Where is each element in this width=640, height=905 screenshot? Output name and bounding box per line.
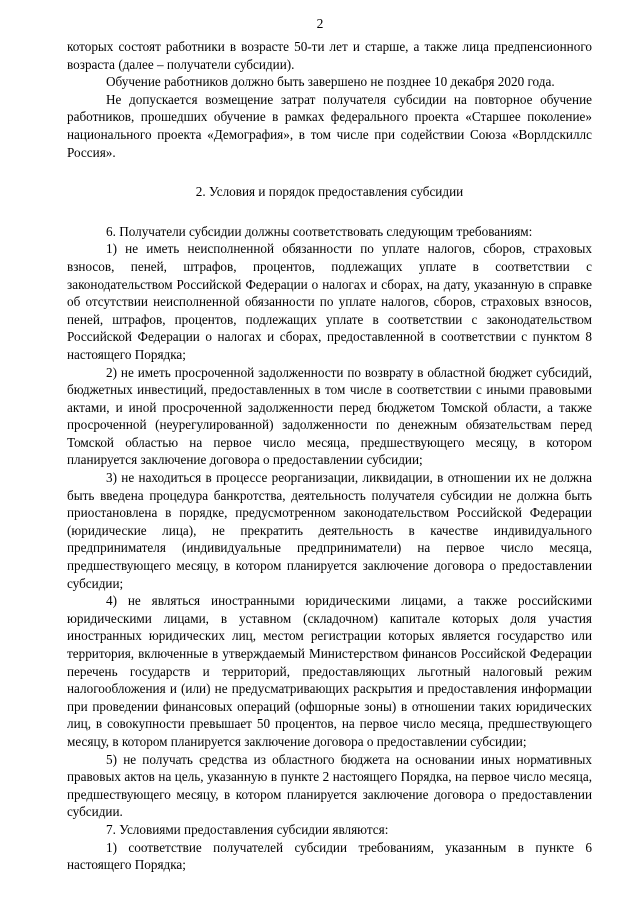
document-body — [67, 38, 592, 874]
paragraph-requirement-2: 2) не иметь просроченной задолженности по возврату в областной бюджет субсидий, бюджетных инвестиций, предоставленных в том числе в соответствии с иными правовыми актами, и иной просроченной задолженности перед бюджетом Томской области, а также просроченной (неурегулированной) задолженности по денежным обязательствам перед Томской областью на первое число месяца, предшествующего месяцу, в котором планируется заключение договора о предоставлении субсидии; — [67, 364, 592, 468]
section-heading: 2. Условия и порядок предоставления субсидии — [195, 184, 464, 200]
paragraph-conditions-intro: 7. Условиями предоставления субсидии являются: — [106, 821, 389, 837]
paragraph-continuation: которых состоят работники в возрасте 50-ти лет и старше, а также лица предпенсионного возраста (далее – получатели субсидии). — [67, 39, 592, 72]
paragraph-repeat-training: Не допускается возмещение затрат получателя субсидии на повторное обучение работников, прошедших обучение в рамках федерального проекта «Старшее поколение» национального проекта «Демография», в том числе при содействии Союза «Ворлдскиллс Россия». — [67, 91, 592, 160]
paragraph-training-deadline: Обучение работников должно быть завершено не позднее 10 декабря 2020 года. — [106, 74, 555, 90]
paragraph-requirement-1: 1) не иметь неисполненной обязанности по уплате налогов, сборов, страховых взносов, пеней, штрафов, процентов, подлежащих уплате в соответствии с законодательством Российской Федерации о налогах и сборах, на дату, указанную в справке об отсутствии неисполненной обязанности по уплате налогов, сборов, страховых взносов, пеней, штрафов, процентов, подлежащих уплате в соответствии с законодательством Российской Федерации о налогах и сборах, предоставленной в соответствии с пунктом 8 настоящего Порядка; — [67, 241, 592, 362]
paragraph-requirement-5: 5) не получать средства из областного бюджета на основании иных нормативных правовых актов на цель, указанную в пункте 2 настоящего Порядка, на первое число месяца, предшествующего месяцу, в котором планируется заключение договора о предоставлении субсидии. — [67, 751, 592, 820]
paragraph-requirements-intro: 6. Получатели субсидии должны соответствовать следующим требованиям: — [106, 223, 533, 239]
paragraph-condition-1: 1) соответствие получателей субсидии требованиям, указанным в пункте 6 настоящего Порядка; — [67, 839, 592, 873]
page-number: 2 — [316, 16, 324, 31]
paragraph-requirement-4: 4) не являться иностранными юридическими лицами, а также российскими юридическими лицами, в уставном (складочном) капитале которых доля участия иностранных юридических лиц, местом регистрации которых является государство или территория, включенные в утверждаемый Министерством финансов Российской Федерации перечень государств и территорий, предоставляющих льготный налоговый режим налогообложения и (или) не предусматривающих раскрытия и предоставления информации при проведении финансовых операций (офшорные зоны) в отношении таких юридических лиц, в совокупности превышает 50 процентов, на первое число месяца, предшествующего месяцу, в котором планируется заключение договора о предоставлении субсидии; — [67, 593, 592, 749]
paragraph-requirement-3: 3) не находиться в процессе реорганизации, ликвидации, в отношении их не должна быть введена процедура банкротства, деятельность получателя субсидии не должна быть приостановлена в порядке, предусмотренном законодательством Российской Федерации (юридические лица), не прекратить деятельность в качестве индивидуального предпринимателя (индивидуальные предприниматели) на первое число месяца, предшествующего месяцу, в котором планируется заключение договора о предоставлении субсидии; — [67, 470, 592, 591]
